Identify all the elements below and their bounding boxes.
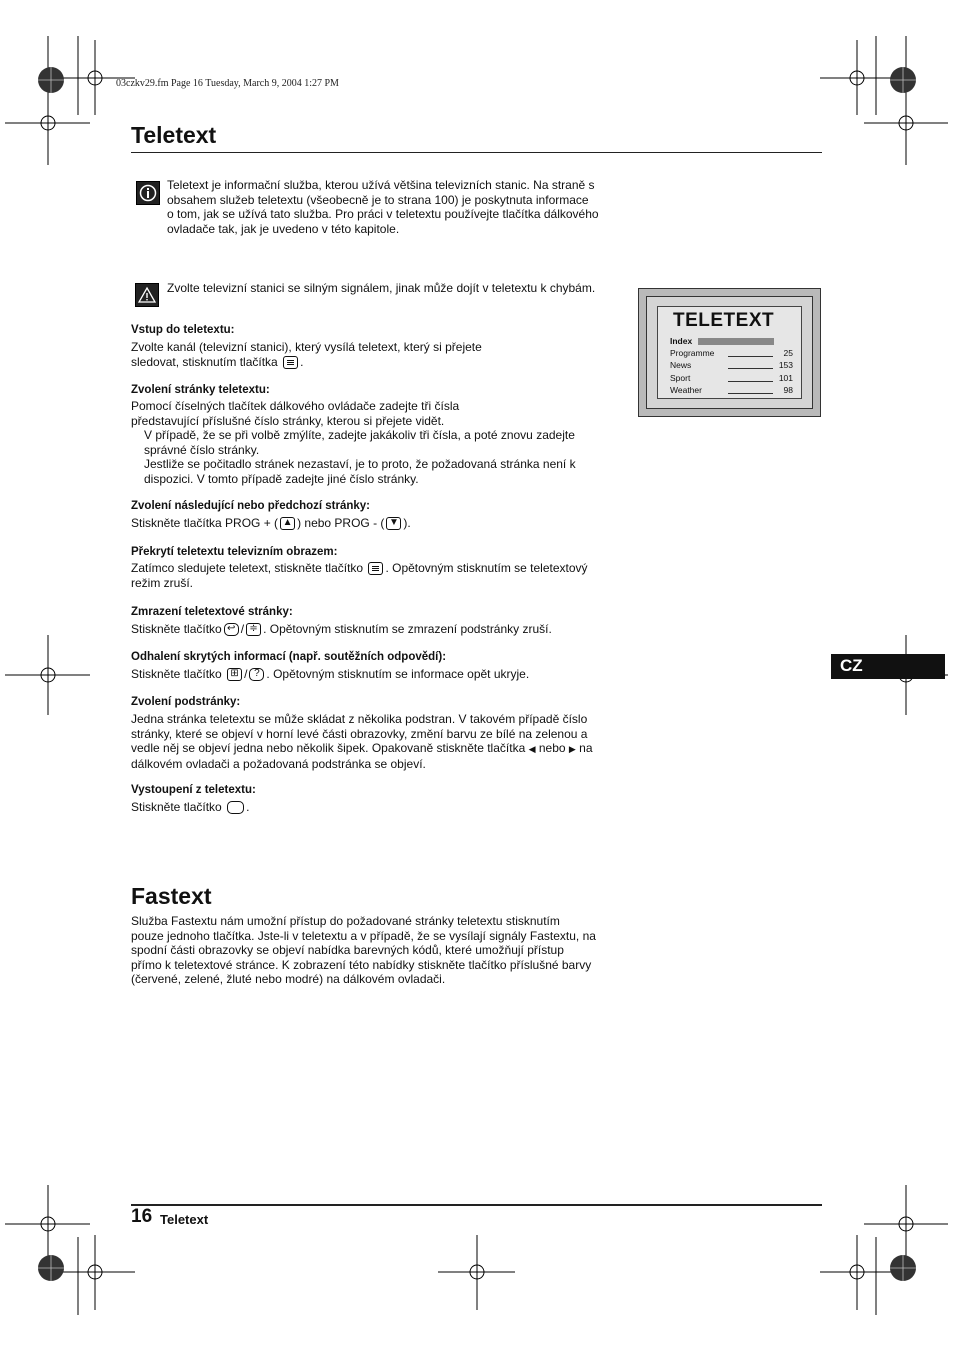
section-title-fastext: Fastext	[131, 883, 212, 909]
heading-exit: Vystoupení z teletextu:	[131, 784, 256, 796]
arrow-left-icon: ◀	[528, 744, 536, 754]
text-line: Služba Fastextu nám umožní přístup do požadované stránky teletextu stisknutím	[131, 914, 560, 928]
info-line: o tom, jak se užívá tato služba. Pro práci v teletextu používejte tlačítka dálkového	[167, 207, 599, 221]
heading-reveal: Odhalení skrytých informací (např. soutěžních odpovědí):	[131, 651, 447, 663]
paragraph-freeze: Stiskněte tlačítko ↩ / ≑ . Opětovným stisknutím se zmrazení podstránky zruší.	[131, 622, 552, 636]
text-line: přímo k teletextové stránce. K zobrazení této nabídky stiskněte tlačítko příslušné barvy	[131, 957, 592, 972]
reveal-button-icon: ?	[249, 668, 264, 681]
index-highlight-bar	[698, 338, 774, 345]
paragraph-subpage	[131, 712, 626, 771]
text-line: Jedna stránka teletextu se může skládat z několika podstran. V takovém případě číslo	[131, 712, 588, 726]
section-title-teletext: Teletext	[131, 122, 217, 148]
tv-button-icon	[227, 801, 244, 814]
hold-button-icon: ↩	[224, 623, 239, 636]
text-line: Jestliže se počitadlo stránek nezastaví, je to proto, že požadovaná stránka není k	[144, 457, 576, 471]
info-line: obsahem služeb teletextu (všeobecně je to strana 100) je poskytnuta informace	[167, 192, 589, 207]
info-button-icon: ⊞	[227, 668, 242, 681]
teletext-button-icon	[283, 356, 298, 369]
heading-select-page: Zvolení stránky teletextu:	[131, 384, 270, 396]
warning-icon	[135, 283, 159, 307]
index-row	[670, 336, 793, 347]
paragraph-reveal: Stiskněte tlačítko ⊞ / ? . Opětovným stisknutím se informace opět ukryje.	[131, 667, 530, 681]
teletext-button-icon	[368, 562, 383, 575]
heading-next-prev-page: Zvolení následující nebo předchozí stránky:	[131, 500, 370, 512]
text-line: pouze jednoho tlačítka. Jste-li v teletextu a v případě, že se vysílají signály Fastextu, na	[131, 928, 596, 943]
heading-enter-teletext: Vstup do teletextu:	[131, 324, 235, 336]
heading-subpage: Zvolení podstránky:	[131, 696, 241, 708]
text-line: Zatímco sledujete teletext, stiskněte tlačítko . Opětovným stisknutím se teletextový	[131, 561, 588, 575]
text-line: dálkovém ovladači a požadovaná podstránka se objeví.	[131, 756, 426, 771]
paragraph-fastext	[131, 914, 631, 987]
paragraph-overlay	[131, 561, 626, 590]
info-line: Teletext je informační služba, kterou užívá většina televizních stanic. Na straně s	[167, 178, 595, 192]
text-line: správné číslo stránky.	[144, 442, 260, 457]
warning-note-text: Zvolte televizní stanici se silným signálem, jinak může dojít v teletextu k chybám.	[167, 281, 596, 295]
teletext-screen-illustration	[638, 288, 821, 417]
info-icon	[136, 181, 160, 205]
text-line: vedle něj se objeví jedna nebo několik šipek. Opakovaně stiskněte tlačítka ◀ nebo ▶ na	[131, 741, 593, 755]
text-line: představující příslušné číslo stránky, kterou si přejete vidět.	[131, 413, 445, 428]
text-line: Pomocí číselných tlačítek dálkového ovládače zadejte tři čísla	[131, 399, 460, 413]
screen-row: Programme 25	[670, 348, 793, 358]
subpage-hold-icon: ≑	[246, 623, 261, 636]
screen-row: News 153	[670, 360, 793, 370]
info-line: ovladače tak, jak je uvedeno v této kapitole.	[167, 221, 400, 236]
text-line: spodní části obrazovky se objeví nabídka barevných kódů, které umožňují přístup	[131, 943, 564, 957]
page-number: 16	[131, 1206, 153, 1227]
prog-up-icon: ▲	[280, 517, 295, 530]
arrow-right-icon: ▶	[568, 744, 576, 754]
footer-section-name: Teletext	[160, 1212, 209, 1227]
paragraph-next-prev-page: Stiskněte tlačítka PROG + ( ▲ ) nebo PROG - ( ▼ ).	[131, 516, 411, 530]
screen-row: Weather 98	[670, 385, 793, 395]
screen-display	[657, 306, 802, 399]
index-label: Index	[670, 336, 693, 346]
text-line: dispozici. V tomto případě zadejte jiné číslo stránky.	[144, 471, 419, 486]
language-tab-cz: CZ	[831, 654, 945, 679]
text-line: (červené, zelené, žluté nebo modré) na dálkovém ovladači.	[131, 972, 446, 986]
heading-freeze: Zmrazení teletextové stránky:	[131, 606, 293, 618]
screen-bezel	[646, 296, 813, 409]
prog-down-icon: ▼	[386, 517, 401, 530]
paragraph-exit: Stiskněte tlačítko .	[131, 800, 250, 814]
footer-rule	[131, 1204, 822, 1206]
text-line: stránky, které se objeví v horní levé části obrazovky, změní barvu ze bílé na zelenou a	[131, 726, 588, 741]
text-line: Zvolte kanál (televizní stanici), který vysílá teletext, který si přejete	[131, 340, 482, 354]
screen-title: TELETEXT	[673, 310, 775, 331]
info-note-text	[167, 178, 627, 236]
screen-row: Sport 101	[670, 373, 793, 383]
text-line: režim zruší.	[131, 575, 194, 590]
heading-overlay: Překrytí teletextu televizním obrazem:	[131, 546, 338, 558]
text-line: sledovat, stisknutím tlačítka .	[131, 354, 304, 369]
file-info-header: 03czkv29.fm Page 16 Tuesday, March 9, 2004 1:27 PM	[116, 78, 339, 89]
paragraph-enter-teletext	[131, 340, 626, 369]
title-rule	[131, 152, 822, 153]
paragraph-select-page	[131, 399, 626, 486]
text-line: V případě, že se při volbě zmýlíte, zadejte jakákoliv tři čísla, a poté znovu zadejte	[144, 428, 575, 442]
